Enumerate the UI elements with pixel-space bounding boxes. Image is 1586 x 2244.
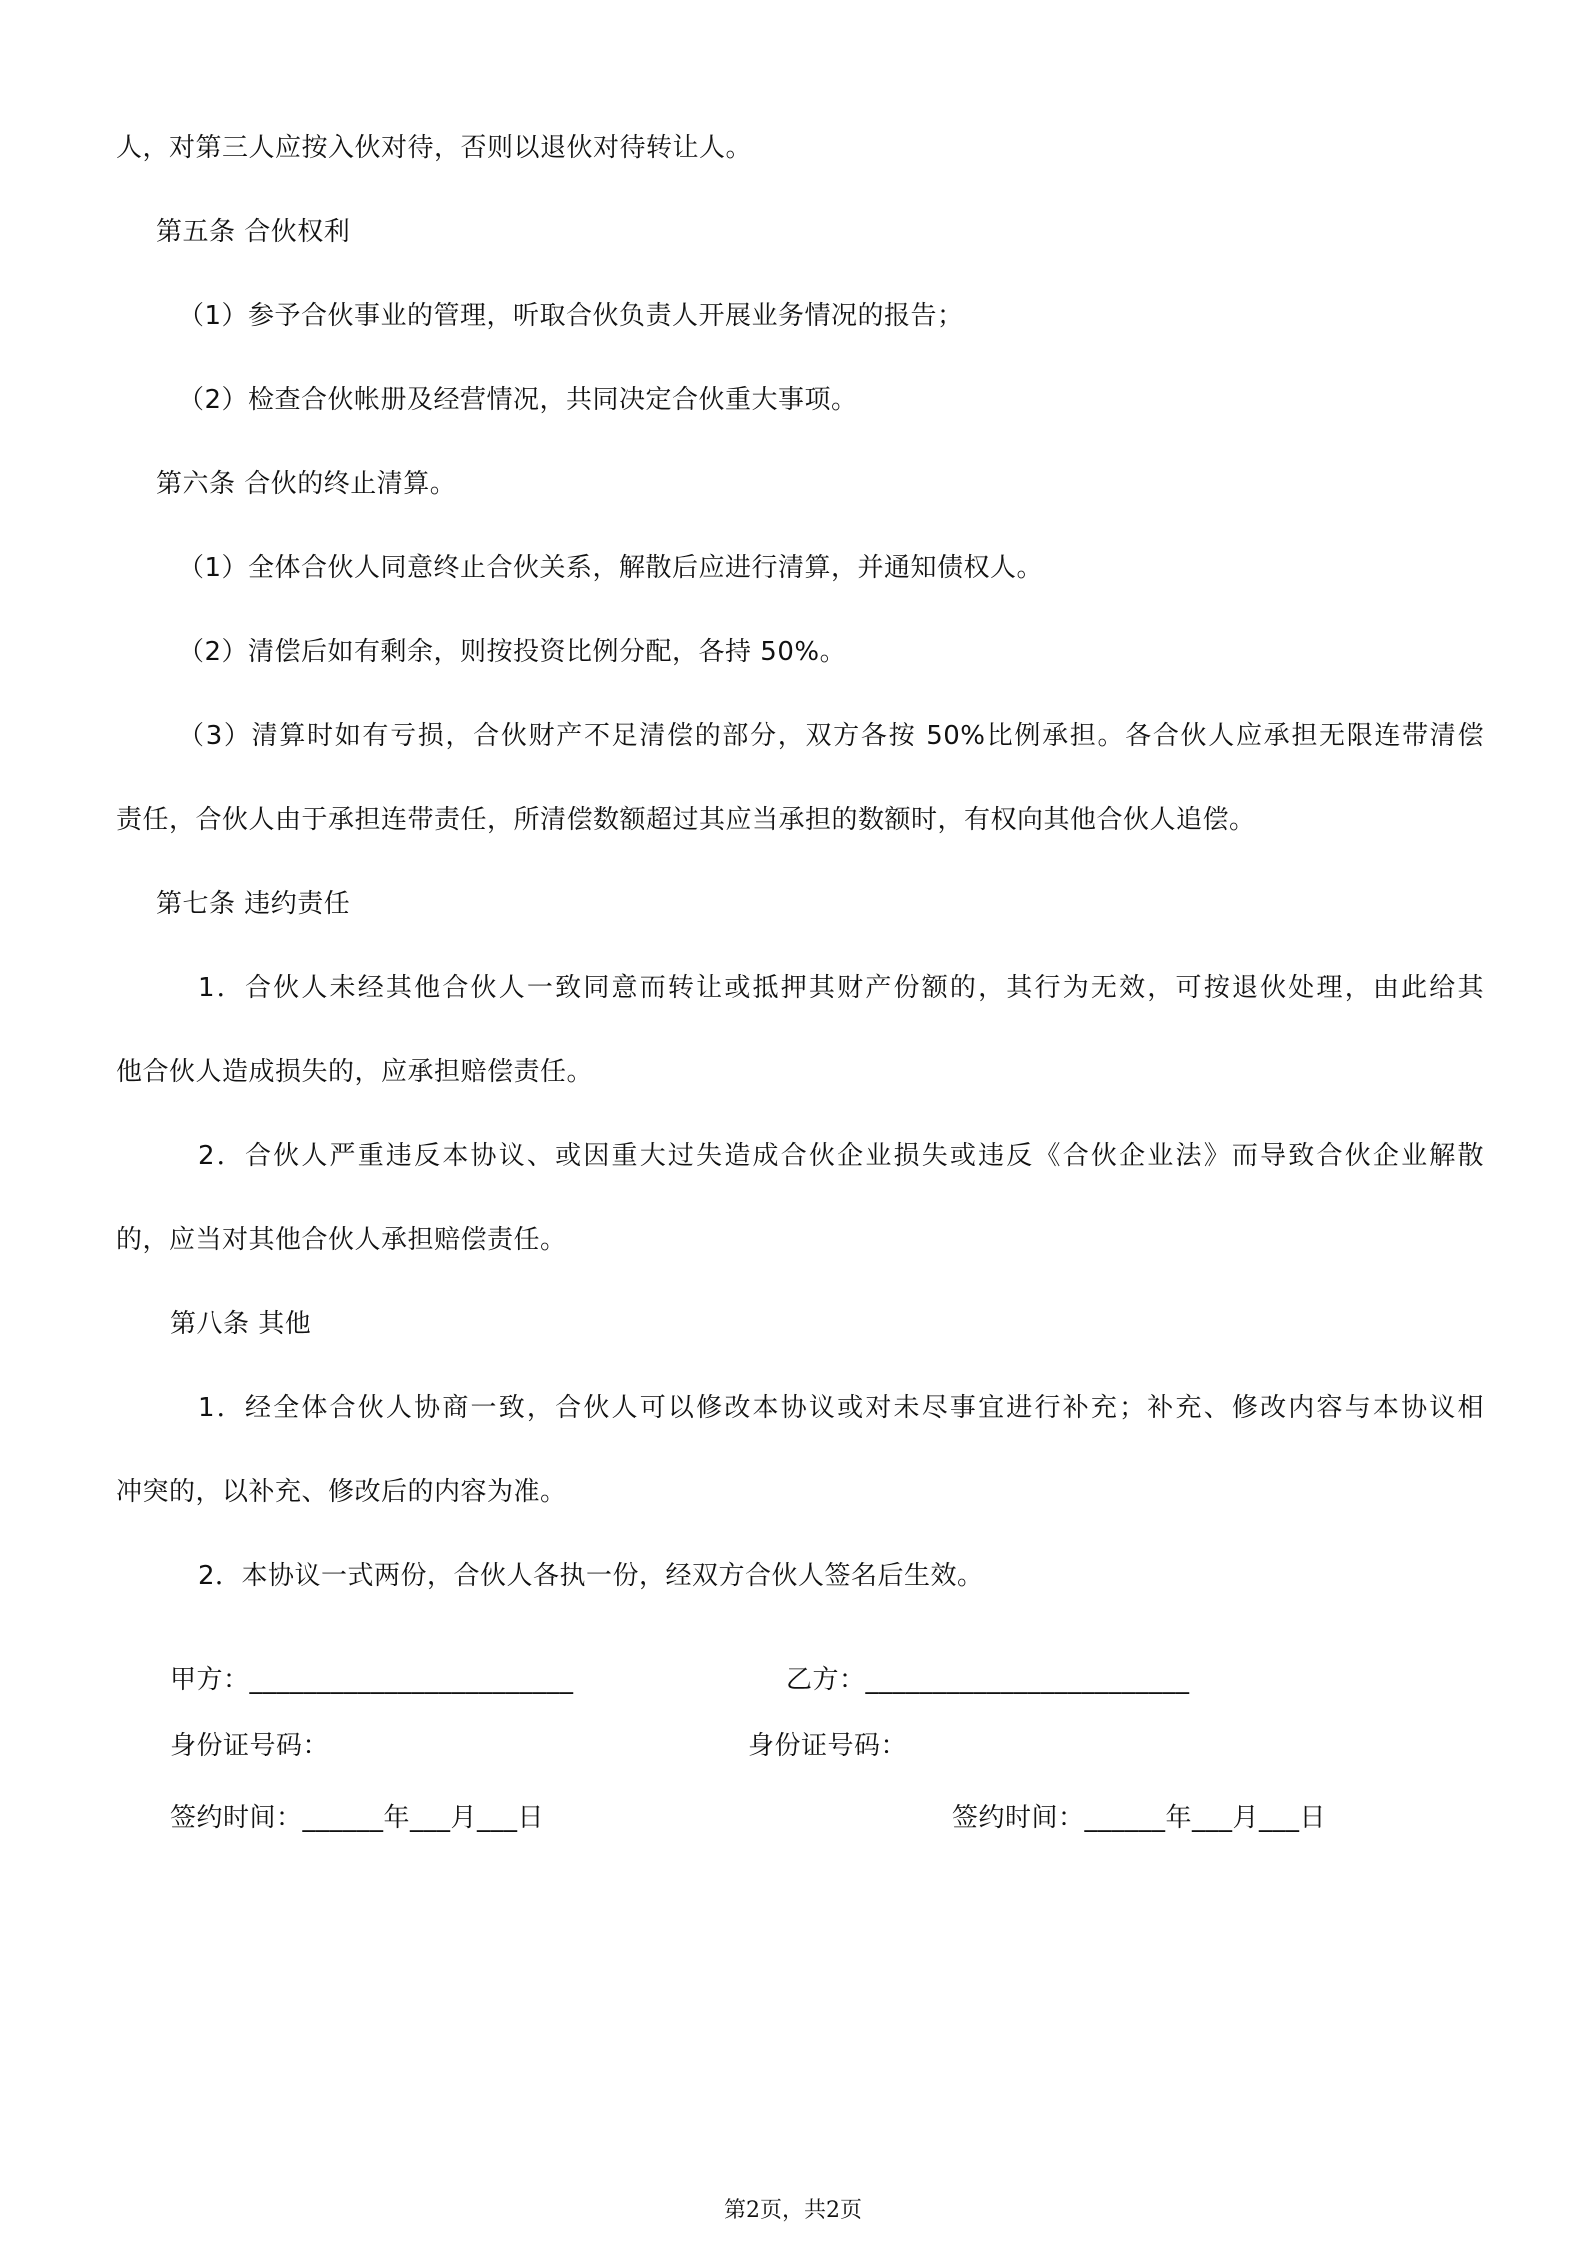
list-item: （3）清算时如有亏损，合伙财产不足清偿的部分，双方各按 50%比例承担。各合伙人应承担无限连带清偿 <box>178 721 1484 751</box>
list-item: 1．合伙人未经其他合伙人一致同意而转让或抵押其财产份额的，其行为无效，可按退伙处理，由此给其 <box>198 973 1484 1003</box>
list-item: （2）清偿后如有剩余，则按投资比例分配，各持 50%。 <box>178 637 847 667</box>
article-heading: 第八条 其他 <box>170 1309 312 1339</box>
article-heading: 第七条 违约责任 <box>156 889 351 919</box>
list-item: （1）参予合伙事业的管理，听取合伙负责人开展业务情况的报告； <box>178 301 964 331</box>
party-a-sign-date: 签约时间：______年___月___日 <box>170 1803 545 1833</box>
article-heading: 第六条 合伙的终止清算。 <box>156 469 457 499</box>
article-heading: 第五条 合伙权利 <box>156 217 351 247</box>
paragraph-line: 人，对第三人应按入伙对待，否则以退伙对待转让人。 <box>116 133 753 163</box>
page-number: 第2页，共2页 <box>724 2198 862 2223</box>
list-item: 2．本协议一式两份，合伙人各执一份，经双方合伙人签名后生效。 <box>198 1561 984 1591</box>
party-b-sign-date: 签约时间：______年___月___日 <box>952 1803 1327 1833</box>
party-b-signature: 乙方：________________________ <box>786 1665 1190 1695</box>
list-item: （2）检查合伙帐册及经营情况，共同决定合伙重大事项。 <box>178 385 858 415</box>
party-a-signature: 甲方：________________________ <box>170 1665 574 1695</box>
paragraph-line: 冲突的，以补充、修改后的内容为准。 <box>116 1477 567 1507</box>
paragraph-line: 他合伙人造成损失的，应承担赔偿责任。 <box>116 1057 594 1087</box>
list-item: 1．经全体合伙人协商一致，合伙人可以修改本协议或对未尽事宜进行补充；补充、修改内容与本协议相 <box>198 1393 1484 1423</box>
list-item: 2．合伙人严重违反本协议、或因重大过失造成合伙企业损失或违反《合伙企业法》而导致合伙企业解散 <box>198 1141 1484 1171</box>
party-a-id-number: 身份证号码： <box>170 1731 330 1761</box>
paragraph-line: 责任，合伙人由于承担连带责任，所清偿数额超过其应当承担的数额时，有权向其他合伙人追偿。 <box>116 805 1256 835</box>
party-b-id-number: 身份证号码： <box>748 1731 908 1761</box>
list-item: （1）全体合伙人同意终止合伙关系，解散后应进行清算，并通知债权人。 <box>178 553 1044 583</box>
paragraph-line: 的，应当对其他合伙人承担赔偿责任。 <box>116 1225 567 1255</box>
